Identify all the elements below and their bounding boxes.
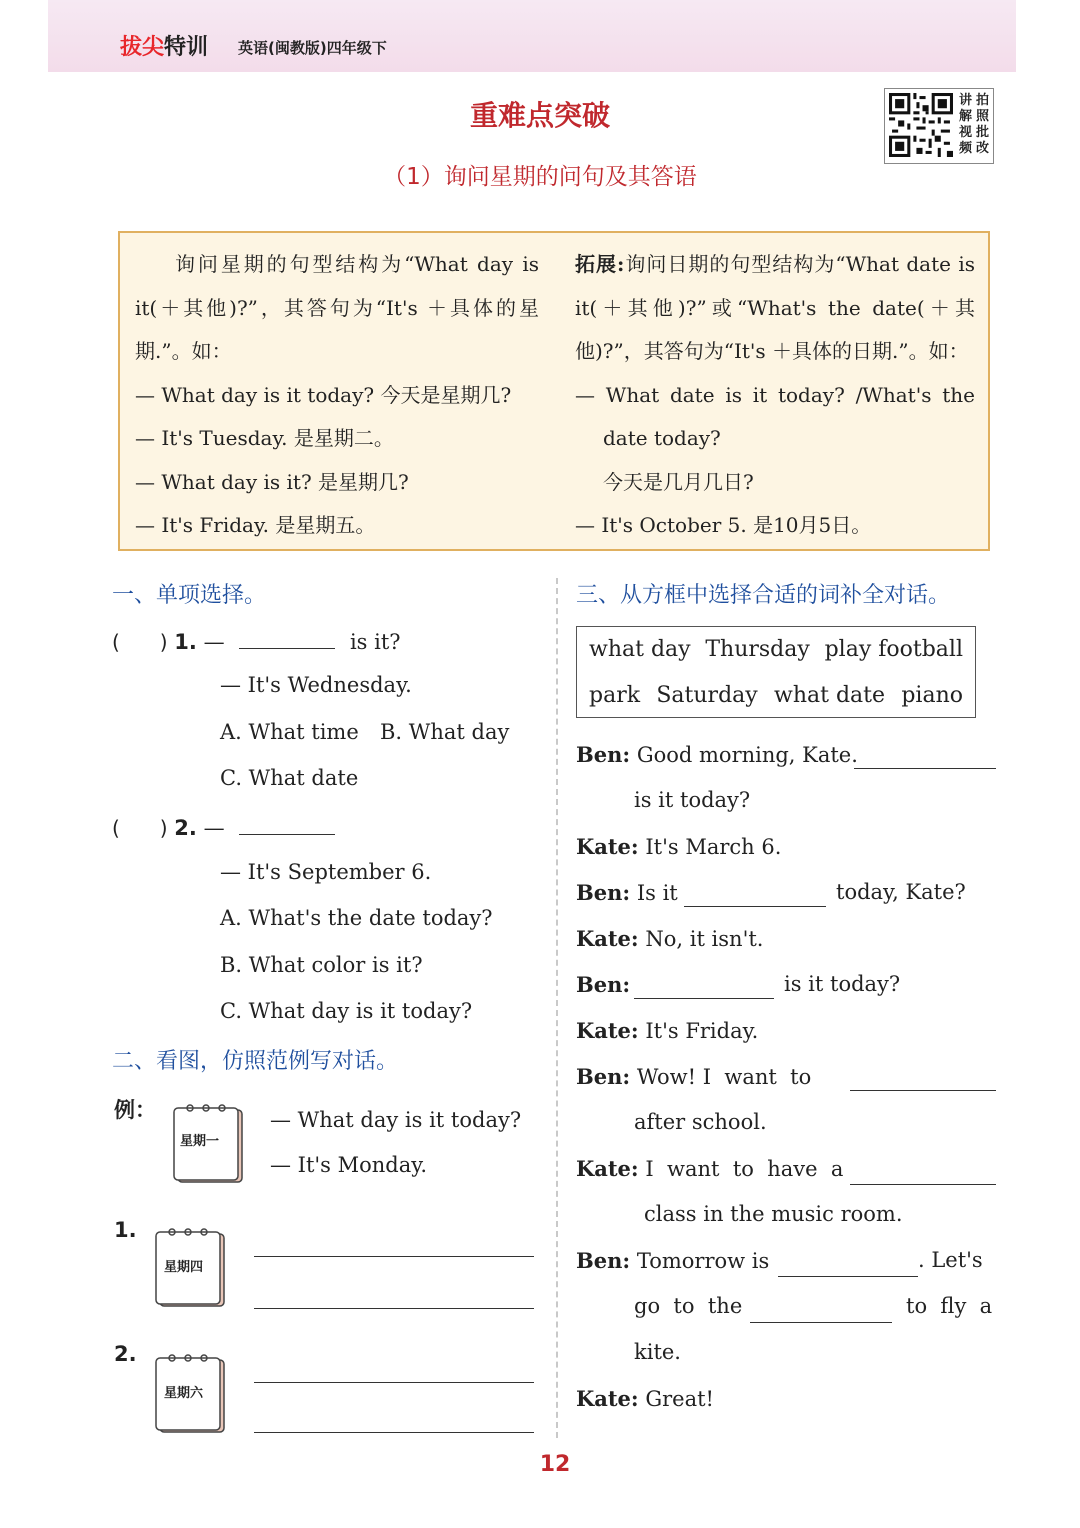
qr-char: 照 [975, 109, 989, 124]
item1-answer-line-1[interactable] [254, 1256, 534, 1257]
qr-char: 批 [975, 125, 989, 140]
qr-code-icon [889, 93, 953, 157]
q2-reply: — It's September 6. [220, 860, 432, 884]
q1-option-b[interactable]: B. What day [380, 720, 510, 744]
speaker-kate: Kate: [576, 1386, 639, 1411]
dialogue-line-2 [576, 834, 781, 859]
dialogue-line-7 [576, 1064, 811, 1089]
qr-char: 视 [958, 125, 972, 140]
calendar-example [170, 1100, 246, 1186]
dialogue-line-9b: . Let's [918, 1248, 983, 1272]
calendar-label: 星期六 [164, 1386, 204, 1401]
info-right-question-cn: 今天是几月几日? [603, 469, 754, 494]
q2-row [112, 812, 335, 841]
dialogue-line-6 [576, 1018, 758, 1043]
blank-2[interactable] [684, 906, 826, 907]
example-label: 例： [114, 1098, 156, 1122]
word-bank-row-1 [589, 637, 963, 662]
qr-char: 解 [958, 109, 972, 124]
page-number: 12 [539, 1452, 571, 1477]
q1-stem: is it? [349, 630, 401, 654]
q1-option-a[interactable]: A. What time [220, 720, 359, 744]
word-option: piano [901, 683, 963, 708]
extension-text: 询问日期的句型结构为“What date is it(＋其他)?”或“What's the date(＋其他)?”，其答句为“It's ＋具体的日期.”。如： [575, 252, 975, 363]
info-right-column [575, 243, 975, 548]
dialogue-text: I want to have a [645, 1157, 844, 1181]
blank-1[interactable] [854, 768, 996, 769]
blank-3[interactable] [634, 998, 774, 999]
word-option: Saturday [656, 683, 758, 708]
qr-char: 拍 [975, 93, 989, 108]
example-answer: — It's Monday. [270, 1153, 428, 1177]
dialogue-line-5 [576, 972, 630, 997]
qr-char: 讲 [958, 93, 972, 108]
dialogue-line-10b: to fly a [906, 1294, 993, 1318]
dialogue-text: No, it isn't. [645, 927, 764, 951]
calendar-item2 [152, 1350, 228, 1436]
blank-6[interactable] [778, 1276, 918, 1277]
item2-number: 2. [114, 1342, 137, 1366]
dialogue-line-9 [576, 1248, 769, 1273]
grammar-info-box [118, 231, 990, 551]
example-question: — What day is it today? [270, 1108, 522, 1132]
speaker-ben: Ben: [576, 742, 631, 767]
calendar-label: 星期一 [180, 1134, 220, 1149]
dialogue-line-3b: today, Kate? [836, 880, 966, 904]
info-left-column [135, 243, 539, 548]
speaker-kate: Kate: [576, 1156, 639, 1181]
q2-option-c[interactable]: C. What day is it today? [220, 999, 473, 1023]
q2-option-a[interactable]: A. What's the date today? [220, 906, 493, 930]
item2-answer-line-1[interactable] [254, 1382, 534, 1383]
dialogue-text: It's Friday. [645, 1019, 759, 1043]
speaker-ben: Ben: [576, 880, 631, 905]
q1-dash: — [203, 630, 225, 654]
item2-answer-line-2[interactable] [254, 1432, 534, 1433]
speaker-ben: Ben: [576, 1248, 631, 1273]
speaker-ben: Ben: [576, 1064, 631, 1089]
calendar-label: 星期四 [164, 1260, 204, 1275]
dialogue-line-1 [576, 742, 858, 767]
info-right-question: — What date is it today? /What's the date today? [575, 382, 975, 450]
item1-answer-line-2[interactable] [254, 1308, 534, 1309]
q1-answer-paren[interactable]: ( ) [112, 630, 168, 654]
qr-code-box[interactable] [884, 88, 994, 164]
dialogue-text: Is it [636, 881, 678, 905]
word-option: park [589, 683, 641, 708]
section-subtitle: （1）询问星期的问句及其答语 [383, 164, 697, 190]
qr-char: 改 [975, 141, 989, 156]
q2-number: 2. [174, 816, 197, 840]
word-bank-row-2 [589, 683, 963, 708]
blank-5[interactable] [850, 1184, 996, 1185]
brand-red: 拔尖 [120, 35, 165, 60]
qr-caption [957, 93, 991, 157]
dialogue-line-1b: is it today? [634, 788, 751, 812]
info-right-answer: — It's October 5. 是10月5日。 [575, 513, 872, 537]
dialogue-text: Tomorrow is [636, 1249, 770, 1273]
blank-7[interactable] [750, 1322, 892, 1323]
speaker-kate: Kate: [576, 1018, 639, 1043]
info-right-intro [575, 243, 975, 374]
column-divider [556, 578, 558, 1438]
dialogue-line-11 [576, 1386, 714, 1411]
info-left-line: — What day is it today? 今天是星期几? [135, 382, 512, 407]
q2-blank[interactable] [239, 834, 335, 835]
part1-heading: 一、单项选择。 [112, 583, 267, 608]
dialogue-text: Great! [645, 1387, 714, 1411]
brand-logo [120, 30, 208, 61]
speaker-ben: Ben: [576, 972, 631, 997]
speaker-kate: Kate: [576, 834, 639, 859]
info-left-line: — It's Tuesday. 是星期二。 [135, 426, 394, 450]
word-option: play football [824, 637, 963, 662]
section-title: 重难点突破 [469, 99, 610, 132]
part3-heading: 三、从方框中选择合适的词补全对话。 [576, 583, 951, 608]
info-left-line: — What day is it? 是星期几? [135, 469, 409, 494]
item1-number: 1. [114, 1218, 137, 1242]
q1-row [112, 626, 401, 655]
dialogue-text: It's March 6. [645, 835, 782, 859]
blank-4[interactable] [850, 1090, 996, 1091]
word-option: what day [589, 637, 691, 662]
dialogue-line-8 [576, 1156, 843, 1181]
q2-answer-paren[interactable]: ( ) [112, 816, 168, 840]
part2-heading: 二、看图，仿照范例写对话。 [112, 1049, 399, 1074]
calendar-item1 [152, 1224, 228, 1310]
dialogue-line-10c: kite. [634, 1340, 681, 1364]
word-option: what date [774, 683, 886, 708]
q1-number: 1. [174, 630, 197, 654]
word-bank-box [576, 626, 976, 718]
dialogue-text: Good morning, Kate. [636, 743, 858, 767]
qr-char: 频 [958, 141, 972, 156]
brand-black: 特训 [164, 35, 209, 60]
dialogue-line-7b: after school. [634, 1110, 767, 1134]
speaker-kate: Kate: [576, 926, 639, 951]
dialogue-line-3 [576, 880, 678, 905]
word-option: Thursday [705, 637, 810, 662]
dialogue-line-10: go to the [634, 1294, 743, 1318]
dialogue-line-4 [576, 926, 763, 951]
q1-blank[interactable] [239, 648, 335, 649]
info-left-line: — It's Friday. 是星期五。 [135, 513, 376, 537]
dialogue-text: Wow! I want to [636, 1065, 812, 1089]
dialogue-line-5b: is it today? [784, 972, 901, 996]
q2-dash: — [203, 816, 225, 840]
q2-option-b[interactable]: B. What color is it? [220, 953, 423, 977]
q1-reply: — It's Wednesday. [220, 673, 412, 697]
q1-option-c[interactable]: C. What date [220, 766, 359, 790]
book-subject: 英语(闽教版)四年级下 [238, 39, 387, 57]
dialogue-line-8b: class in the music room. [644, 1202, 903, 1226]
info-left-intro: 询问星期的句型结构为“What day is it(＋其他)?”，其答句为“It's ＋具体的星期.”。如： [135, 252, 539, 363]
extension-label: 拓展: [575, 252, 625, 276]
